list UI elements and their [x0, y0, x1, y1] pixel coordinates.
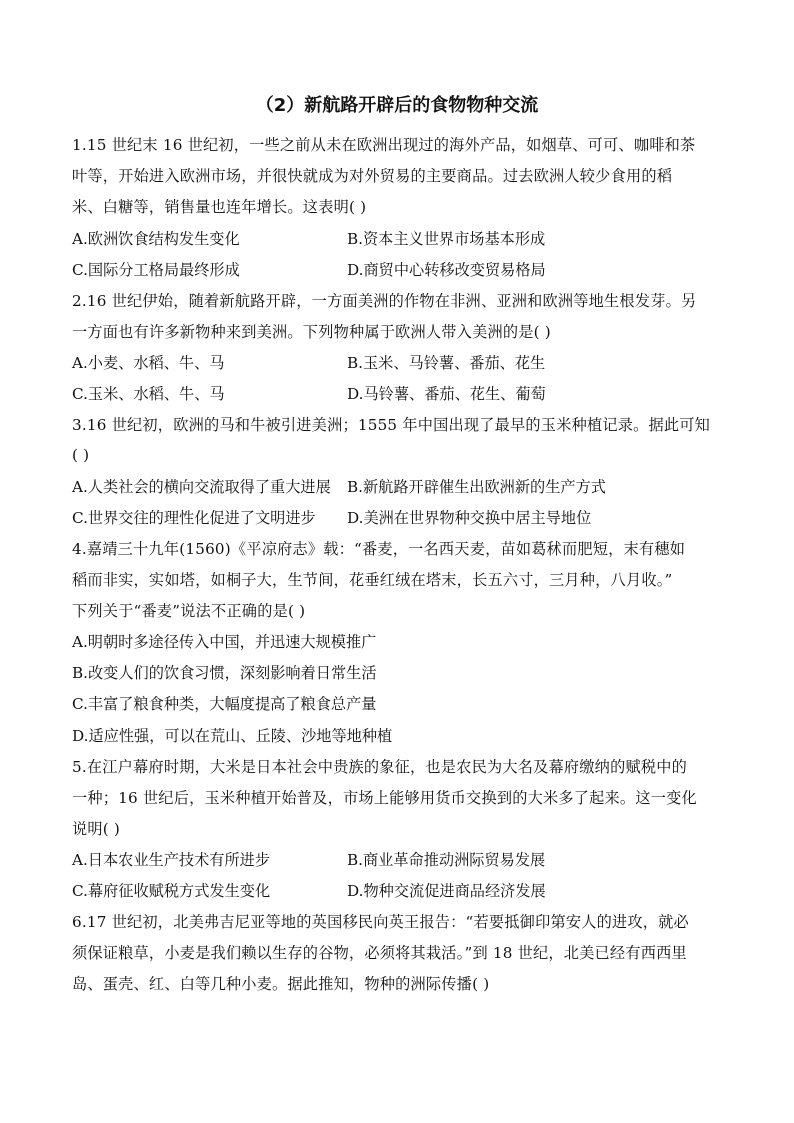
question-1-option-a: A.欧洲饮食结构发生变化 — [72, 230, 240, 248]
question-1-option-c: C.国际分工格局最终形成 — [72, 261, 240, 279]
question-4-option-c: C.丰富了粮食种类，大幅度提高了粮食总产量 — [72, 695, 377, 713]
question-2-option-a: A.小麦、水稻、牛、马 — [72, 354, 225, 372]
question-3-stem-line-1: 3.16 世纪初，欧洲的马和牛被引进美洲；1555 年中国出现了最早的玉米种植记录。据此可知 — [72, 416, 711, 434]
question-2-stem-line-2: 一方面也有许多新物种来到美洲。下列物种属于欧洲人带入美洲的是( ) — [72, 323, 551, 341]
question-2-option-b: B.玉米、马铃薯、番茄、花生 — [347, 354, 546, 372]
question-5-stem-line-3: 说明( ) — [72, 820, 121, 838]
question-5-option-a: A.日本农业生产技术有所进步 — [72, 851, 271, 869]
question-2-option-d: D.马铃薯、番茄、花生、葡萄 — [347, 385, 546, 403]
question-5-option-b: B.商业革命推动洲际贸易发展 — [347, 851, 546, 869]
question-5-option-c: C.幕府征收赋税方式发生变化 — [72, 882, 271, 900]
question-6-stem-line-3: 岛、蛋壳、红、白等几种小麦。据此推知，物种的洲际传播( ) — [72, 975, 490, 993]
question-1-option-b: B.资本主义世界市场基本形成 — [347, 230, 546, 248]
question-2-option-c: C.玉米、水稻、牛、马 — [72, 385, 225, 403]
question-4-option-d: D.适应性强，可以在荒山、丘陵、沙地等地种植 — [72, 727, 393, 745]
question-1-stem-line-1: 1.15 世纪末 16 世纪初，一些之前从未在欧洲出现过的海外产品，如烟草、可可、咖啡和茶 — [72, 136, 696, 154]
question-2-stem-line-1: 2.16 世纪伊始，随着新航路开辟，一方面美洲的作物在非洲、亚洲和欧洲等地生根发芽。另 — [72, 292, 697, 310]
question-4-stem-line-2: 稻而非实，实如塔，如桐子大，生节间，花垂红绒在塔末，长五六寸，三月种，八月收。” — [72, 571, 673, 589]
question-5-stem-line-2: 一种；16 世纪后，玉米种植开始普及，市场上能够用货币交换到的大米多了起来。这一变化 — [72, 789, 697, 807]
question-3-option-d: D.美洲在世界物种交换中居主导地位 — [347, 509, 592, 527]
question-3-option-c: C.世界交往的理性化促进了文明进步 — [72, 509, 316, 527]
question-4-stem-line-1: 4.嘉靖三十九年(1560)《平凉府志》载：“番麦，一名西天麦，苗如葛秫而肥短，末有穗如 — [72, 540, 686, 558]
question-1-stem-line-3: 米、白糖等，销售量也连年增长。这表明( ) — [72, 198, 367, 216]
question-5-stem-line-1: 5.在江户幕府时期，大米是日本社会中贵族的象征，也是农民为大名及幕府缴纳的赋税中的 — [72, 758, 688, 776]
question-4-option-a: A.明朝时多途径传入中国，并迅速大规模推广 — [72, 633, 377, 651]
question-4-option-b: B.改变人们的饮食习惯，深刻影响着日常生活 — [72, 664, 377, 682]
question-5-option-d: D.物种交流促进商品经济发展 — [347, 882, 546, 900]
question-3-stem-line-2: ( ) — [72, 446, 90, 464]
question-6-stem-line-2: 须保证粮草，小麦是我们赖以生存的谷物，必须将其栽活。”到 18 世纪，北美已经有西西里 — [72, 944, 687, 962]
question-3-option-b: B.新航路开辟催生出欧洲新的生产方式 — [347, 478, 606, 496]
question-1-stem-line-2: 叶等，开始进入欧洲市场，并很快就成为对外贸易的主要商品。过去欧洲人较少食用的稻 — [72, 167, 673, 185]
question-3-option-a: A.人类社会的横向交流取得了重大进展 — [72, 478, 331, 496]
page-title: （2）新航路开辟后的食物物种交流 — [255, 95, 539, 116]
question-4-stem-line-3: 下列关于“番麦”说法不正确的是( ) — [72, 602, 306, 620]
question-6-stem-line-1: 6.17 世纪初，北美弗吉尼亚等地的英国移民向英王报告：“若要抵御印第安人的进攻，就必 — [72, 913, 689, 931]
question-1-option-d: D.商贸中心转移改变贸易格局 — [347, 261, 546, 279]
